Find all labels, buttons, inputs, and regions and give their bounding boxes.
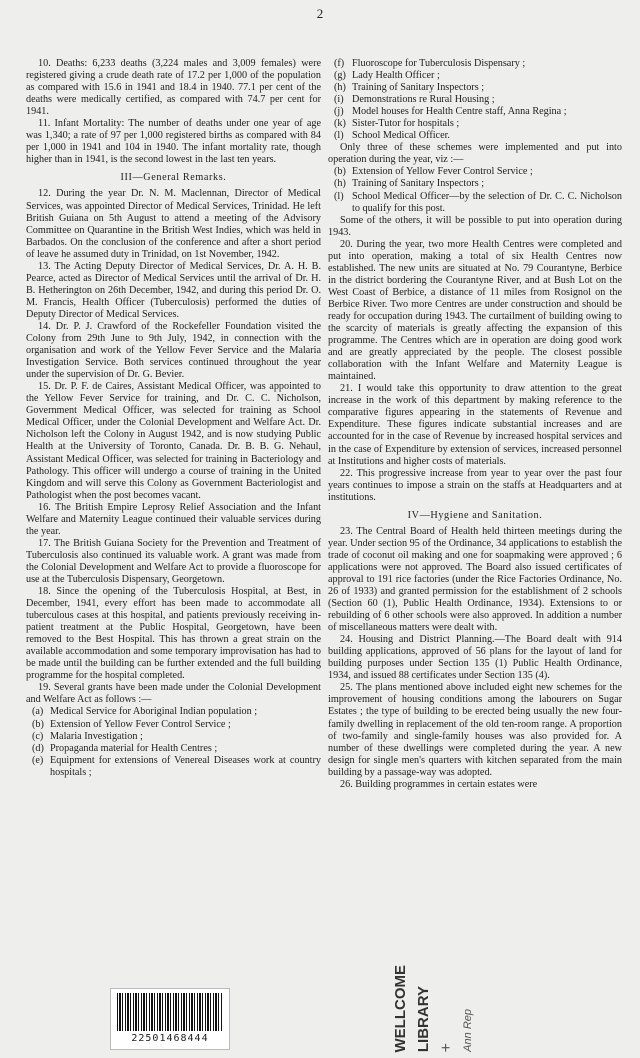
list-item-text: Propaganda material for Health Centres ; — [50, 742, 218, 754]
section-heading: IV—Hygiene and Sanitation. — [407, 509, 543, 521]
list-item-text: School Medical Officer—by the selection of Dr. C. C. Nicholson to qualify for this post. — [352, 190, 622, 214]
paragraph: 10. Deaths: 6,233 deaths (3,224 males and 3,009 females) were registered giving a crude death rate of 17.2 per 1,000 of the population as compared with 15.6 in 1941 and 18.4 in 1940. 77.1 per cent of the deaths were medically certified, as compared with 74.7 per cent for 1941. — [26, 58, 321, 118]
paragraph: 12. During the year Dr. N. M. Maclennan, Director of Medical Services, was appointed Director of Medical Services, Trinidad. He left British Guiana on 5th August to attend a meeting of the Advisory Committee on Quarantine in the British West Indies, which was held in Barbados. On the conclusion of the conference and after a short period of leave he assumed duty in Trinidad, on 1st November, 1942. — [26, 188, 321, 260]
list-item-label: (l) — [334, 190, 344, 202]
paragraph: 25. The plans mentioned above included eight new schemes for the improvement of housing conditions among the labourers on Sugar Estates ; the type of building to be erected being usually the new four-family dwelling in replacement of the old ten-room range. A proportion of two-family and single-family houses was also provided for. A number of these dwellings were completed during the year. A new design for single men's quarters with kitchen separated from the main building by a passage-way was adopted. — [328, 682, 622, 778]
list-item-label: (d) — [32, 742, 44, 754]
paragraph: 22. This progressive increase from year to year over the past four years continues to impose a strain on the staffs at Headquarters and at institutions. — [328, 467, 622, 503]
list-item-label: (i) — [334, 94, 344, 106]
list-item-label: (a) — [32, 706, 44, 718]
list-item-text: Training of Sanitary Inspectors ; — [352, 178, 485, 190]
left-column — [26, 58, 321, 779]
list-item — [328, 118, 622, 130]
list-item — [328, 130, 622, 142]
list-item-text: Model houses for Health Centre staff, Anna Regina ; — [352, 106, 567, 118]
list-item — [26, 731, 321, 743]
stamp-line-2: LIBRARY — [415, 985, 432, 1052]
list-item — [26, 743, 321, 755]
list-item-text: Training of Sanitary Inspectors ; — [352, 82, 485, 94]
list-item-text: Fluoroscope for Tuberculosis Dispensary ; — [352, 58, 526, 69]
paragraph: 16. The British Empire Leprosy Relief Association and the Infant Welfare and Maternity League continued their valuable services during the year. — [26, 501, 321, 537]
list-item-text: Extension of Yellow Fever Control Service ; — [352, 166, 533, 178]
list-item — [328, 82, 622, 94]
list-item-label: (h) — [334, 178, 346, 190]
list-item — [328, 178, 622, 190]
paragraph: 18. Since the opening of the Tuberculosis Hospital, at Best, in December, 1941, every effort has been made to accommodate all tuberculous cases at this hospital, and patients previously receiving in-patient treatment at the Public Hospital, Georgetown, have been removed to the Best Hospital. This has thrown a great strain on the available accommodation and some temporary improvisation has had to be made until the building can be further extended and the full building programme for the hospital completed. — [26, 586, 321, 682]
barcode-bars — [117, 993, 223, 1031]
list-item-text: Medical Service for Aboriginal Indian population ; — [50, 706, 258, 718]
list-item-label: (g) — [334, 70, 346, 82]
list-item-label: (b) — [32, 718, 44, 730]
list-item-label: (c) — [32, 730, 44, 742]
list-item-label: (h) — [334, 82, 346, 94]
paragraph: 26. Building programmes in certain estates were — [340, 778, 538, 790]
paragraph: 15. Dr. P. F. de Caires, Assistant Medical Officer, was appointed to the Yellow Fever Service for training, and Dr. C. C. Nicholson, Government Medical Officer, was selected for training as School Medical Officer, under the Colonial Development and Welfare Act. Dr. Nicholson left the Colony in August 1942, and is now studying Public Health at the University of Toronto, Canada. Dr. B. B. G. Nehaul, Assistant Medical Officer, was selected for training in Bacteriology and Pathology. This officer will undergo a course of training in the United Kingdom and will serve this Colony as Government Bacteriologist and Pathologist when the post becomes vacant. — [26, 381, 321, 501]
stamp-line-4: Ann Rep — [462, 1009, 474, 1052]
list-item-text: Extension of Yellow Fever Control Service ; — [50, 718, 231, 730]
stamp-line-1: WELLCOME — [392, 964, 409, 1052]
paragraph: 19. Several grants have been made under the Colonial Development and Welfare Act as follows :— — [26, 682, 321, 706]
section-heading: III—General Remarks. — [120, 172, 227, 184]
list-item-label: (k) — [334, 118, 346, 130]
list-item-text: Sister-Tutor for hospitals ; — [352, 118, 460, 130]
list-item — [328, 106, 622, 118]
page-number: 2 — [316, 6, 324, 21]
list-item-text: Demonstrations re Rural Housing ; — [352, 94, 495, 106]
library-barcode — [110, 988, 230, 1050]
list-item — [328, 94, 622, 106]
paragraph: Some of the others, it will be possible to put into operation during 1943. — [328, 214, 622, 238]
list-item-label: (j) — [334, 106, 344, 118]
list-item-label: (e) — [32, 754, 44, 766]
list-item — [328, 166, 622, 178]
list-item-text: Equipment for extensions of Venereal Diseases work at country hospitals ; — [50, 754, 321, 778]
list-item-label: (f) — [334, 58, 345, 69]
list-item-label: (l) — [334, 130, 344, 142]
paragraph: 17. The British Guiana Society for the Prevention and Treatment of Tuberculosis also continued its valuable work. A grant was made from the Colonial Development and Welfare Act to provide a fluoroscope for use at the Tuberculosis Dispensary, Georgetown. — [26, 537, 321, 585]
list-item-text: Malaria Investigation ; — [50, 730, 143, 742]
paragraph: 24. Housing and District Planning.—The Board dealt with 914 building applications, approved of 56 plans for the layout of land for building purposes under Section 135 (1) Public Health Ordinance, 1934, and issued 88 certificates under Section 135 (4). — [328, 634, 622, 682]
list-item — [26, 706, 321, 718]
list-item — [328, 191, 622, 215]
list-item-text: School Medical Officer. — [352, 130, 450, 142]
list-item — [328, 70, 622, 82]
barcode-number: 22501468444 — [131, 1033, 209, 1044]
stamp-line-3: + — [438, 1042, 455, 1052]
list-item-text: Lady Health Officer ; — [352, 70, 440, 82]
paragraph: Only three of these schemes were implemented and put into operation during the year, viz :— — [328, 142, 622, 166]
list-item — [26, 719, 321, 731]
paragraph: 13. The Acting Deputy Director of Medical Services, Dr. A. H. B. Pearce, acted as Director of Medical Services until the arrival of Dr. H. B. Hetherington on 26th December, 1942, and during this period Dr. O. M. Francis, Health Officer (Tuberculosis) performed the duties of Deputy Director of Medical Services. — [26, 260, 321, 320]
paragraph: 14. Dr. P. J. Crawford of the Rockefeller Foundation visited the Colony from 29th June to 9th July, 1942, in connection with the organisation and work of the Yellow Fever Service and the Malaria Investigation Service. Both services continued throughout the year under the supervision of Dr. G. Bevier. — [26, 320, 321, 381]
list-item — [26, 755, 321, 779]
list-item — [328, 58, 622, 70]
paragraph: 20. During the year, two more Health Centres were completed and put into operation, making a total of six Health Centres now established. The new units are situated at No. 79 Courantyne, Berbice in the district bordering the Courantyne River, and at Bush Lot on the West Coast of Berbice, a distance of 11 miles from Rosignol on the Berbice River. Two more Centres are under construction and should be ready for occupation during 1943. The curtailment of building owing to the scarcity of materials is greatly affecting the expansion of this programme. The Centres which are in operation are doing good work and are greatly appreciated by the people. The closest possible collaboration with the Infant Welfare and Maternity League is maintained. — [328, 238, 622, 383]
wellcome-library-stamp — [392, 964, 522, 1052]
list-item-label: (b) — [334, 166, 346, 178]
right-column — [328, 58, 622, 791]
paragraph: 11. Infant Mortality: The number of deaths under one year of age was 1,340; a rate of 97 per 1,000 registered births as compared with 84 per 1,000 in 1941 and 104 in 1940. The infant mortality rate, though higher than in 1941, is the second lowest in the last ten years. — [26, 118, 321, 166]
paragraph: 23. The Central Board of Health held thirteen meetings during the year. Under section 95 of the Ordinance, 34 applications to establish the trade of coconut oil making and one for soapmaking were approved ; 6 applications were not approved. The Board also issued certificates of approval to 191 rice factories (under the Rice Factories Ordinance, No. 26 of 1933) and granted permission for the establishment of 2 schools (Section 60 (1), Public Health Ordinance, 1934). Extensions to or rebuilding of 6 other schools were also approved. In addition a number of miscellaneous matters were dealt with. — [328, 525, 622, 634]
paragraph: 21. I would take this opportunity to draw attention to the great increase in the work of this department by making reference to the comparative figures appearing in the statements of Revenue and Expenditure. These figures indicate substantial increases and are accounted for in the case of Revenue by increased hospital services and in the case of Expenditure by extension of services, increased personnel at Institutions and higher costs of materials. — [328, 383, 622, 467]
